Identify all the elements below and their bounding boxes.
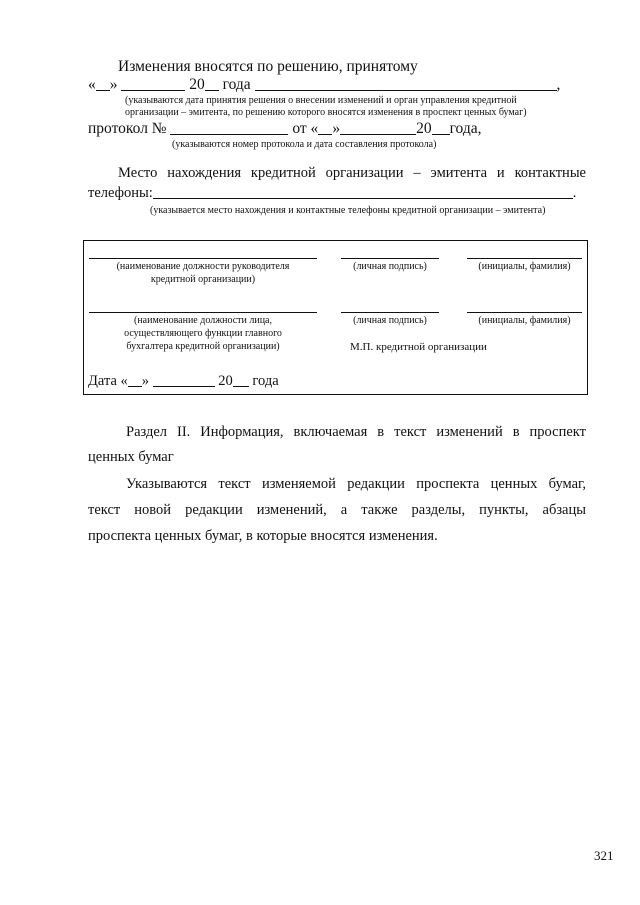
box-day-blank [128, 372, 142, 387]
protocol-month-blank [340, 120, 416, 135]
box-year-blank [233, 372, 249, 387]
protocol-day-blank [318, 120, 332, 135]
month-blank [121, 76, 185, 91]
location-phones-label: телефоны: [88, 185, 153, 201]
signature-box [83, 240, 588, 395]
accountant-label-1: (наименование должности лица, [133, 315, 272, 326]
head-initials-line [467, 258, 582, 259]
location-hint: (указывается место нахождения и контактные телефоны кредитной организации – эмитента) [150, 205, 546, 216]
accountant-signature-line [341, 312, 439, 313]
section2-title-line2: ценных бумаг [88, 449, 174, 465]
protocol-from: от « [292, 120, 319, 137]
protocol-line [88, 120, 481, 138]
accountant-initials-label: (инициалы, фамилия) [478, 315, 571, 326]
accountant-position-line [89, 312, 317, 313]
box-date-close: » [141, 373, 150, 389]
location-line2 [88, 184, 576, 202]
decision-date-close: » [109, 76, 118, 93]
location-end: . [572, 185, 577, 201]
protocol-number-blank [170, 120, 288, 135]
day-blank [96, 76, 110, 91]
location-line1: Место нахождения кредитной организации – эмитента и контактные [118, 165, 586, 181]
decision-date-open: « [88, 76, 96, 93]
section2-body-line3: проспекта ценных бумаг, в которые вносятся изменения. [88, 528, 438, 544]
protocol-year-blank [432, 120, 450, 135]
box-month-blank [153, 372, 215, 387]
decision-hint-1: (указываются дата принятия решения о внесении изменений и орган управления кредитной [125, 95, 517, 106]
decision-date-line [88, 76, 560, 94]
head-initials-label: (инициалы, фамилия) [478, 261, 571, 272]
decision-hint-2: организации – эмитента, по решению которого вносятся изменения в проспект ценных бумаг) [125, 107, 527, 118]
box-date-label: Дата « [88, 373, 128, 389]
accountant-initials-line [467, 312, 582, 313]
decision-year-prefix: 20 [189, 76, 205, 93]
head-position-label-2: кредитной организации) [150, 274, 256, 285]
protocol-year-suffix: года, [449, 120, 482, 137]
head-position-line [89, 258, 317, 259]
protocol-hint: (указываются номер протокола и дата составления протокола) [172, 139, 437, 150]
decision-body-blank [255, 76, 557, 91]
section2-title-line1: Раздел II. Информация, включаемая в текст изменений в проспект [126, 424, 586, 440]
stamp-label: М.П. кредитной организации [350, 341, 487, 353]
section2-body-line1: Указываются текст изменяемой редакции проспекта ценных бумаг, [126, 476, 586, 492]
protocol-label: протокол № [88, 120, 167, 137]
page-number: 321 [594, 848, 614, 863]
section2-body-line2: текст новой редакции изменений, а также разделы, пункты, абзацы [88, 502, 586, 518]
accountant-label-2: осуществляющего функции главного [124, 328, 282, 339]
protocol-close: » [332, 120, 341, 137]
decision-trailing-comma: , [556, 76, 561, 93]
box-year-prefix: 20 [218, 373, 233, 389]
accountant-label-3: бухгалтера кредитной организации) [126, 341, 280, 352]
head-position-label-1: (наименование должности руководителя [116, 261, 290, 272]
protocol-year-prefix: 20 [416, 120, 432, 137]
box-year-suffix: года [252, 373, 279, 389]
head-signature-line [341, 258, 439, 259]
head-signature-label: (личная подпись) [353, 261, 427, 272]
decision-year-suffix: года [222, 76, 251, 93]
year-blank [205, 76, 219, 91]
decision-intro: Изменения вносятся по решению, принятому [118, 58, 418, 75]
box-date-line [88, 372, 279, 390]
location-blank [153, 184, 573, 199]
accountant-signature-label: (личная подпись) [353, 315, 427, 326]
